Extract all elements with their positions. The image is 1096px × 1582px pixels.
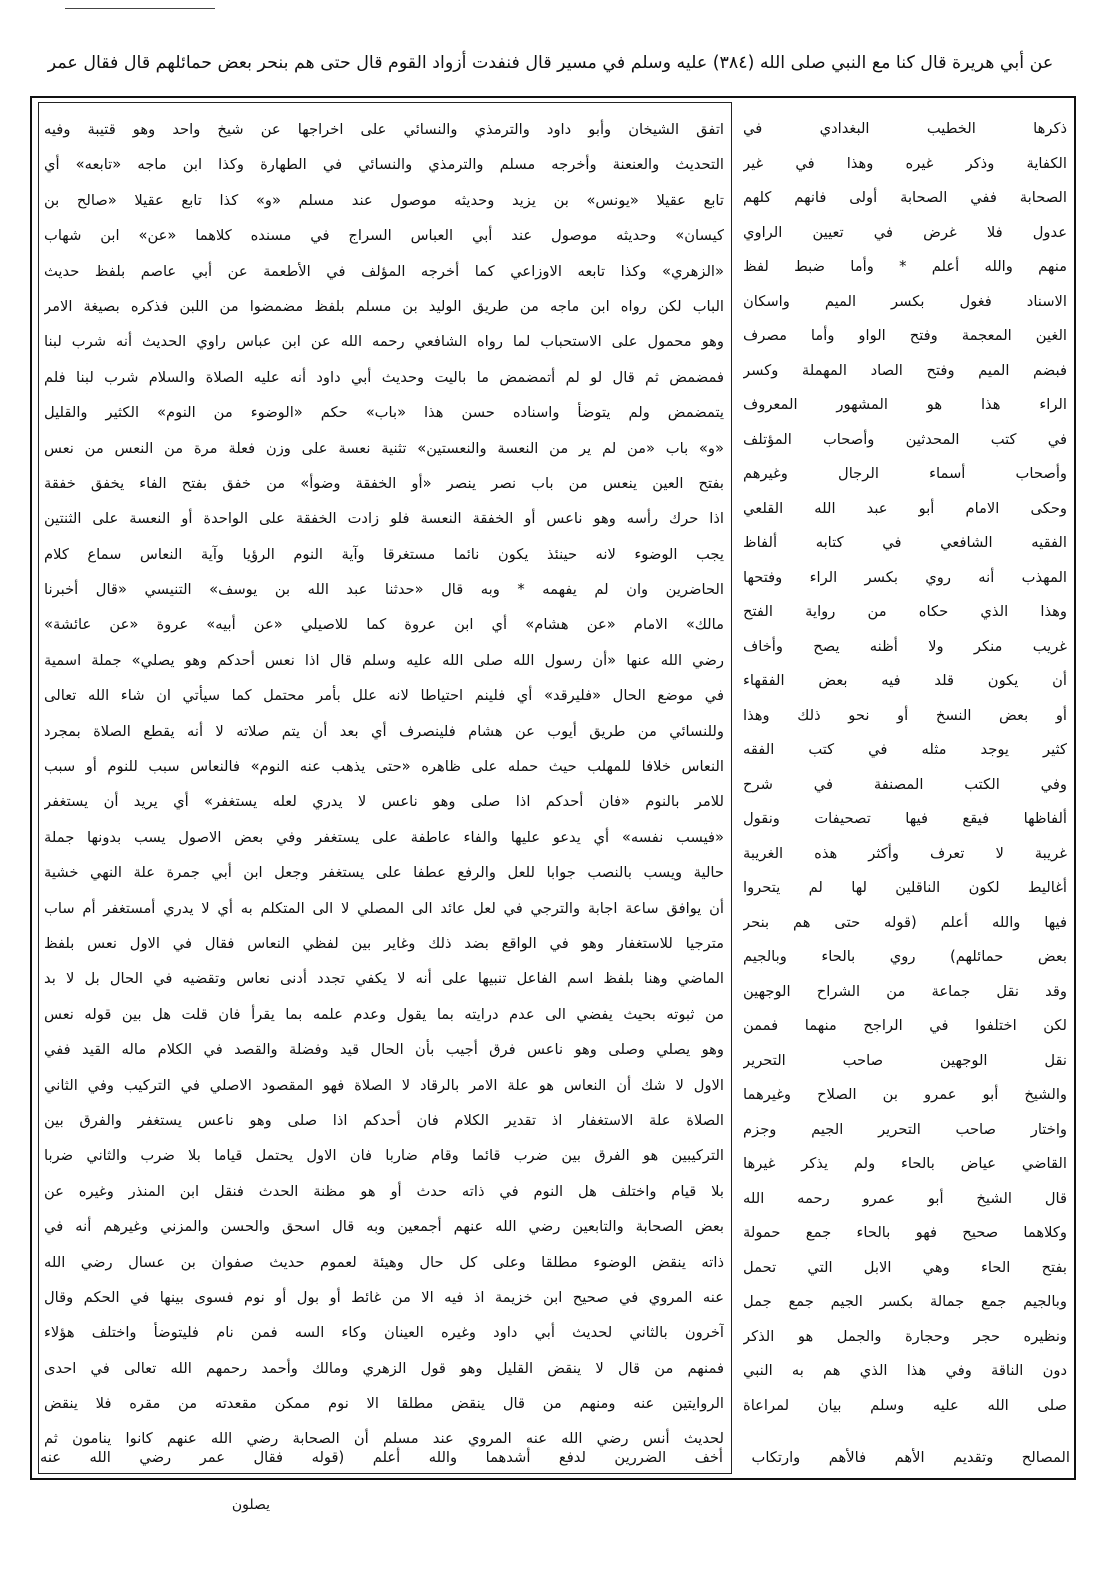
main-text-line: «فيسب نفسه» أي يدعو عليها والفاء عاطفة على يستغفر وفي بعض الاصول يسب بدونها جملة (44, 828, 724, 846)
margin-text-line: عدول فلا غرض في تعيين الراوي (743, 223, 1067, 241)
main-text-line: تابع عقيلا «يونس» بن يزيد وحديثه موصول عند مسلم «و» كذا تابع عقيلا «صالح بن (44, 191, 724, 209)
main-text-line: الباب لكن رواه ابن ماجه من طريق الوليد بن مسلم بلفظ مضمضوا من اللبن فذكره بصيغة الامر (44, 297, 724, 315)
main-text-line: من ثبوته بحيث يفضي الى عدم درايته بما يقول وعدم علمه بما يقرأ فان قلت هل بين قوله نعس (44, 1005, 724, 1023)
margin-text-line: واختار صاحب التحرير الجيم وجزم (743, 1120, 1067, 1138)
main-text-line: وللنسائي من طريق أيوب عن هشام فلينصرف أي بعد أن يتم صلاته لا أنه يقطع الصلاة بمجرد (44, 722, 724, 740)
margin-text-line: وهذا الذي حكاه من رواية الفتح (743, 603, 1067, 620)
main-text-line: يجب الوضوء لانه حينئذ يكون نائما مستغرقا وآية النوم الرؤيا وآية النعاس سماع كلام (44, 545, 724, 563)
margin-text-line: ونظيره حجر وحجارة والجمل هو الذكر (743, 1327, 1067, 1345)
main-text-line: اتفق الشيخان وأبو داود والترمذي والنسائي على اخراجها عن شيخ واحد وهو قتيبة وفيه (44, 121, 724, 138)
margin-text-line: غريب منكر ولا أظنه يصح وأخاف (743, 637, 1067, 655)
main-text-line: في موضع الحال «فليرقد» أي فلينم احتياطا لانه علل بأمر محتمل كما سيأتي ان شاء الله تعالى (44, 687, 724, 705)
margin-text-line: دون الناقة وفي هذا الذي هم به النبي (743, 1362, 1067, 1379)
margin-text-line: الصحابة ففي الصحابة أولى فانهم كلهم (743, 189, 1067, 206)
margin-text-line: أو بعض النسخ أو نحو ذلك وهذا (743, 706, 1067, 724)
margin-text-line: فيها والله أعلم (قوله حتى هم بنحر (743, 913, 1067, 931)
page-header: عن أبي هريرة قال كنا مع النبي صلى الله (٣٨٤) عليه وسلم في مسير قال فنفدت أزواد القوم قال حتى هم بنحر بعض حمائلهم قال فقال عمر (47, 53, 1054, 73)
margin-text-line: فبضم الميم وفتح الصاد المهملة وكسر (743, 361, 1067, 379)
main-text-line: فمنهم من قال لا ينقض القليل وهو قول الزهري ومالك وأحمد رحمهم الله تعالى في احدى (44, 1359, 724, 1377)
main-text-line: آخرون بالثاني لحديث أبي داود وغيره العينان وكاء السه فمن نام فليتوضأ واختلف هؤلاء (44, 1324, 724, 1342)
margin-text-line: منهم والله أعلم * وأما ضبط لفظ (743, 258, 1067, 275)
margin-text-line: في كتب المحدثين وأصحاب المؤتلف (743, 430, 1067, 448)
marginal-commentary-column (743, 112, 1067, 1458)
main-text-line: رضي الله عنها «أن رسول الله صلى الله عليه وسلم قال اذا نعس أحدكم وهو يصلي» جملة اسمية (44, 651, 724, 669)
main-text-line: أن يوافق ساعة اجابة والترجي في لعل عائد الى المصلي لا الى المتكلم به أي لا يدري أمستغفر أم ساب (44, 899, 724, 917)
margin-text-line: أغاليط لكون الناقلين لها لم يتحروا (743, 879, 1067, 896)
main-text-line: كيسان» وحديثه موصول عند أبي العباس السراج في مسنده كلاهما «عن» ابن شهاب (44, 227, 724, 245)
margin-text-line: ألفاظها فيقع فيها تصحيفات ونقول (743, 810, 1067, 827)
main-text-line: مترجيا للاستغفار وهو في الواقع بضد ذلك وغاير بين لفظي النعاس فقال في الاول نعس بلفظ (44, 934, 724, 952)
margin-text-line: بعض حمائلهم) روي بالحاء وبالجيم (743, 948, 1067, 965)
margin-text-line: غريبة لا تعرف وأكثر هذه الغريبة (743, 844, 1067, 862)
margin-text-line: بفتح الحاء وهي الابل التي تحمل (743, 1258, 1067, 1276)
main-text-line: التحديث والعنعنة وأخرجه مسلم والترمذي والنسائي في الطهارة وكذا ابن ماجه «تابعه» أي (44, 156, 724, 174)
main-text-line: بفتح العين ينعس من باب نصر ينصر «أو الخفقة وضوأ» من خفق بفتح الفاء يخفق خفقة (44, 474, 724, 492)
margin-text-line: الفقيه الشافعي في كتابه ألفاظ (743, 534, 1067, 551)
margin-text-line: ذكرها الخطيب البغدادي في (743, 120, 1067, 137)
margin-text-line: والشيخ أبو عمرو بن الصلاح وغيرهما (743, 1086, 1067, 1103)
margin-text-line: كثير يوجد مثله في كتب الفقه (743, 741, 1067, 758)
main-text-line: «الزهري» وكذا تابعه الاوزاعي كما أخرجه المؤلف في الأطعمة عن أبي عاصم بلفظ حديث (44, 262, 724, 280)
main-text-line: عنه المروي في صحيح ابن خزيمة اذ فيه الا من غائط أو بول أو نوم فسوى بينها في الحكم وقال (44, 1288, 724, 1306)
main-text-line: لحديث أنس رضي الله عنه المروي عند مسلم أن الصحابة رضي الله عنهم كانوا ينامون ثم (44, 1430, 724, 1448)
main-text-line: للامر بالنوم «فان أحدكم اذا صلى وهو ناعس لا يدري لعله يستغفر» أي يريد أن يستغفر (44, 793, 724, 811)
main-text-line: «و» باب «من لم ير من النعسة والنعستين» تثنية نعسة على وزن فعلة مرة من النعس من نعس (44, 439, 724, 457)
margin-text-line: وحكى الامام أبو عبد الله القلعي (743, 499, 1067, 517)
margin-text-line: أن يكون قلد فيه بعض الفقهاء (743, 672, 1067, 689)
main-text-line: بعض الصحابة والتابعين رضي الله عنهم أجمعين وبه قال اسحق والحسن والمزني وغيرهم أنه في (44, 1218, 724, 1236)
main-text-line: ذاته ينقض الوضوء مطلقا وعلى كل حال وهيئة لعموم حديث صفوان بن عسال رضي الله (44, 1253, 724, 1271)
main-text-line: الماضي وهنا بلفظ اسم الفاعل تنبيها على أنه لا يكفي تجدد أدنى نعاس وتقضيه في الحال بل لا بد (44, 970, 724, 988)
margin-text-line: لكن اختلفوا في الراجح منهما فممن (743, 1017, 1067, 1034)
margin-text-line: وبالجيم جمع جمالة بكسر الجيم جمع جمل (743, 1293, 1067, 1310)
main-text-line: اذا حرك رأسه وهو ناعس أو الخفقة النعسة فلو زادت الخفقة على الواحدة أو النعسة على الثنتين (44, 510, 724, 528)
main-commentary-column (44, 112, 724, 1458)
main-text-line: الاول لا شك أن النعاس هو علة الامر بالرقاد لا الصلاة فهو المقصود الاصلي في التركيب وفي الثاني (44, 1076, 724, 1094)
bottom-continuation-line: المصالح وتقديم الأهم فالأهم وارتكاب أخف الضررين لدفع أشدهما والله أعلم (قوله فقال عمر رضي الله عنه (40, 1449, 1070, 1466)
main-text-line: الحاضرين وان لم يفهمه * وبه قال «حدثنا عبد الله بن يوسف» التنيسي «قال أخبرنا (44, 581, 724, 599)
catchword: يصلون (231, 1497, 270, 1513)
main-text-line: وهو محمول على الاستحباب لما رواه الشافعي رحمه الله عن ابن عباس راوي الحديث أنه شرب لبنا (44, 333, 724, 351)
main-text-line: النعاس خلافا للمهلب حيث حمله على ظاهره «حتى يذهب عنه النوم» فالنعاس سبب للنوم أو سبب (44, 758, 724, 776)
margin-text-line: الكفاية وذكر غيره وهذا في غير (743, 154, 1067, 172)
top-rule (65, 8, 215, 9)
main-text-line: يتمضمض ولم يتوضأ واسناده حسن هذا «باب» حكم «الوضوء من النوم» الكثير والقليل (44, 404, 724, 422)
main-text-line: التركيبين هو الفرق بين ضرب قائما وقام ضاربا فان الاول يحتمل قياما بلا ضرب والثاني ضربا (44, 1147, 724, 1165)
margin-text-line: وكلاهما صحيح فهو بالحاء جمع حمولة (743, 1224, 1067, 1241)
margin-text-line: وأصحاب أسماء الرجال وغيرهم (743, 465, 1067, 482)
margin-text-line: الاسناد فغول بكسر الميم واسكان (743, 292, 1067, 310)
main-text-line: حالية ويسب بالنصب جوابا للعل والرفع عطفا على يستغفر وجعل ابن أبي جمرة علة النهي خشية (44, 864, 724, 882)
main-text-line: الروايتين عنه ومنهم من قال ينقض مطلقا الا نوم ممكن مقعدته من مقره فلا ينقض (44, 1395, 724, 1413)
main-text-line: بلا قيام واختلف هل النوم في ذاته حدث أو هو مظنة الحدث فنقل ابن المنذر وغيره عن (44, 1182, 724, 1200)
margin-text-line: صلى الله عليه وسلم بيان لمراعاة (743, 1396, 1067, 1414)
margin-text-line: الغين المعجمة وفتح الواو وأما مصرف (743, 327, 1067, 344)
margin-text-line: القاضي عياض بالحاء ولم يذكر غيرها (743, 1155, 1067, 1172)
main-text-line: مالك» الامام «عن هشام» أي ابن عروة كما للاصيلي «عن أبيه» عروة «عن عائشة» (44, 616, 724, 634)
main-text-line: وهو يصلي وصلى وهو ناعس فرق أجيب بأن الحال قيد وفضلة والقصد في الكلام ماله القيد ففي (44, 1041, 724, 1059)
margin-text-line: قال الشيخ أبو عمرو رحمه الله (743, 1189, 1067, 1207)
margin-text-line: وفي الكتب المصنفة في شرح (743, 775, 1067, 793)
margin-text-line: الراء هذا هو المشهور المعروف (743, 396, 1067, 413)
main-text-line: الصلاة علة الاستغفار اذ تقدير الكلام فان أحدكم اذا صلى وهو ناعس يستغفر والفرق بين (44, 1111, 724, 1129)
main-text-line: فمضمض ثم قال لو لم أتمضمض ما باليت وحديث أبي داود أنه عليه الصلاة والسلام شرب لبنا فلم (44, 368, 724, 386)
margin-text-line: نقل الوجهين صاحب التحرير (743, 1051, 1067, 1069)
margin-text-line: المهذب أنه روي بكسر الراء وفتحها (743, 568, 1067, 586)
margin-text-line: وقد نقل جماعة من الشراح الوجهين (743, 982, 1067, 1000)
